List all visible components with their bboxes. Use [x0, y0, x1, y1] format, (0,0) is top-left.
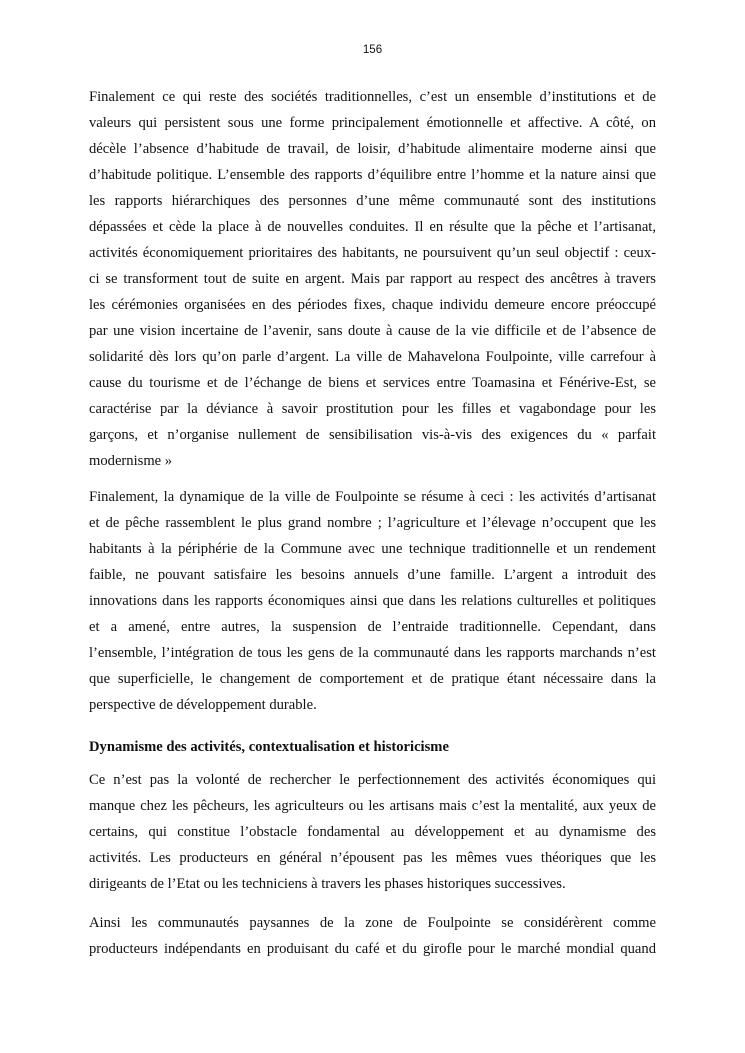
paragraph-4	[89, 910, 656, 962]
text-line: caractérise par la déviance à savoir prostitution pour les filles et vagabondage pour les	[89, 401, 656, 417]
text-line: et a amené, entre autres, la suspension de l’entraide traditionnelle. Cependant, dans	[89, 619, 656, 635]
text-line: d’habitude politique. L’ensemble des rapports d’équilibre entre l’homme et la nature ainsi que	[89, 167, 656, 183]
text-line: les cérémonies organisées en des périodes fixes, chaque individu demeure encore préoccupé	[89, 297, 656, 313]
text-line: faible, ne pouvant satisfaire les besoins annuels d’une famille. L’argent a introduit des	[89, 567, 656, 583]
text-line: producteurs indépendants en produisant du café et du girofle pour le marché mondial quand	[89, 941, 656, 957]
text-line: garçons, et n’organise nullement de sensibilisation vis-à-vis des exigences du « parfait	[89, 427, 656, 443]
text-line: manque chez les pêcheurs, les agriculteurs ou les artisans mais c’est la mentalité, aux yeux de	[89, 798, 656, 814]
paragraph-1	[89, 84, 656, 474]
text-line: dépassées et cède la place à de nouvelles conduites. Il en résulte que la pêche et l’artisanat,	[89, 219, 656, 235]
paragraph-2	[89, 484, 656, 718]
text-line: dirigeants de l’Etat ou les techniciens à travers les phases historiques successives.	[89, 876, 566, 892]
text-line: l’ensemble, l’intégration de tous les gens de la communauté dans les rapports marchands n’est	[89, 645, 656, 661]
text-line: activités. Les producteurs en général n’épousent pas les mêmes vues théoriques que les	[89, 850, 656, 866]
text-line: modernisme »	[89, 453, 173, 469]
text-line: par une vision incertaine de l’avenir, sans doute à cause de la vie difficile et de l’absence de	[89, 323, 656, 339]
text-line: Finalement, la dynamique de la ville de Foulpointe se résume à ceci : les activités d’artisanat	[89, 489, 656, 505]
text-line: que superficielle, le changement de comportement et de pratique étant nécessaire dans la	[89, 671, 656, 687]
text-line: perspective de développement durable.	[89, 697, 317, 713]
text-line: solidarité dès lors qu’on parle d’argent. La ville de Mahavelona Foulpointe, ville carrefour à	[89, 349, 656, 365]
text-line: Ce n’est pas la volonté de rechercher le perfectionnement des activités économiques qui	[89, 772, 656, 788]
text-line: valeurs qui persistent sous une forme principalement émotionnelle et affective. A côté, on	[89, 115, 656, 131]
text-line: Finalement ce qui reste des sociétés traditionnelles, c’est un ensemble d’institutions et de	[89, 89, 656, 105]
text-line: et de pêche rassemblent le plus grand nombre ; l’agriculture et l’élevage n’occupent que les	[89, 515, 656, 531]
text-line: cause du tourisme et de l’échange de biens et services entre Toamasina et Fénérive-Est, se	[89, 375, 656, 391]
text-line: habitants à la périphérie de la Commune avec une technique traditionnelle et un rendement	[89, 541, 656, 557]
section-heading: Dynamisme des activités, contextualisation et historicisme	[89, 739, 449, 755]
text-line: innovations dans les rapports économiques ainsi que dans les relations culturelles et politiques	[89, 593, 656, 609]
text-line: certains, qui constitue l’obstacle fondamental au développement et au dynamisme des	[89, 824, 656, 840]
text-line: ci se transforment tout de suite en argent. Mais par rapport au respect des ancêtres à travers	[89, 271, 656, 287]
text-line: les rapports hiérarchiques des personnes d’une même communauté sont des institutions	[89, 193, 656, 209]
text-line: activités économiquement prioritaires des habitants, ne poursuivent qu’un seul objectif : ceux-	[89, 245, 656, 261]
text-line: décèle l’absence d’habitude de travail, de loisir, d’habitude alimentaire moderne ainsi que	[89, 141, 656, 157]
page-number: 156	[362, 44, 383, 56]
text-line: Ainsi les communautés paysannes de la zone de Foulpointe se considérèrent comme	[89, 915, 656, 931]
paragraph-3	[89, 767, 656, 897]
